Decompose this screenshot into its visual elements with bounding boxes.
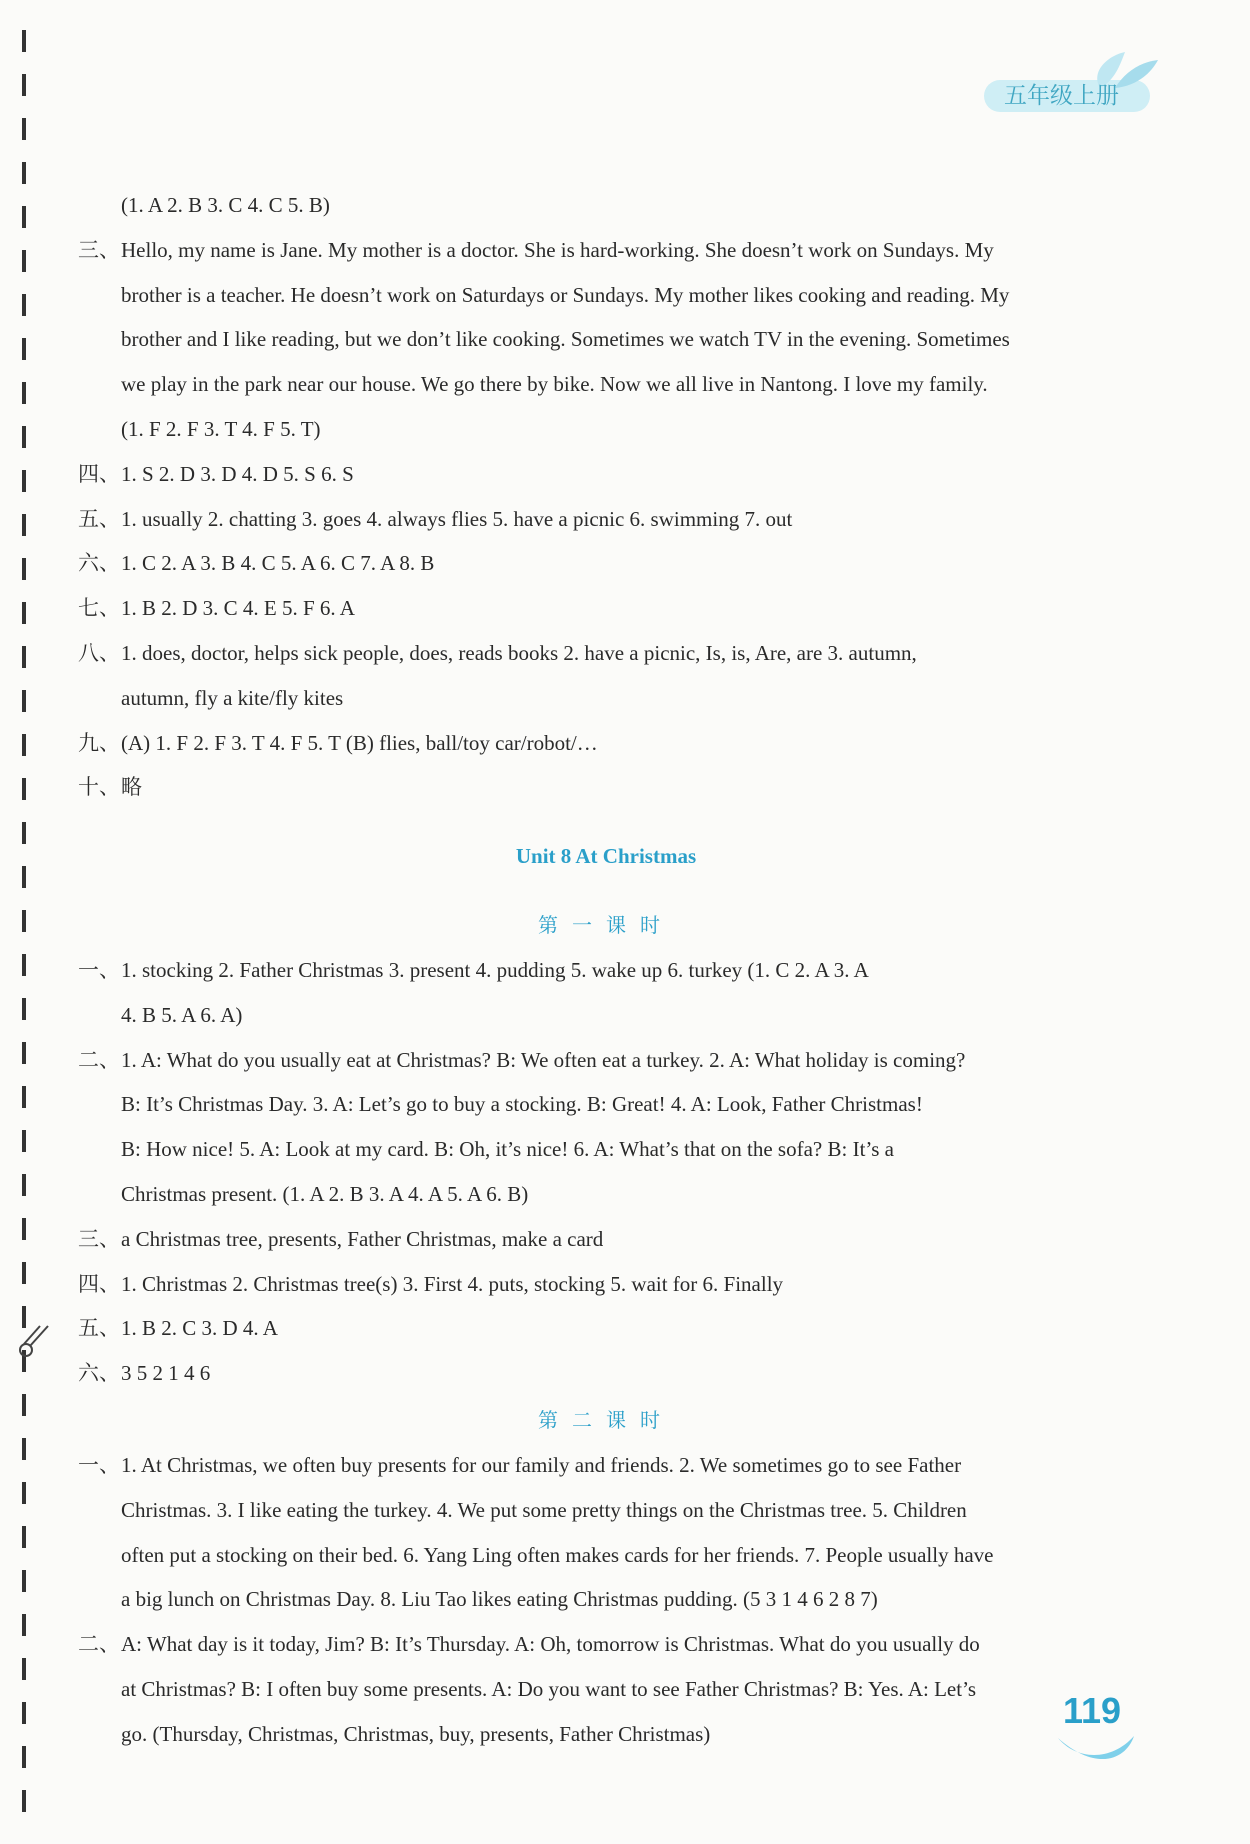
answer-line <box>78 1450 1140 1480</box>
answer-text: A: What day is it today, Jim? B: It’s Thursday. A: Oh, tomorrow is Christmas. What do you usually do <box>121 1632 980 1657</box>
lesson1-title: 第一课时 <box>538 913 674 937</box>
answer-line <box>121 324 1183 354</box>
unit-title: Unit 8 At Christmas <box>515 844 697 868</box>
answer-text: 1. B 2. D 3. C 4. E 5. F 6. A <box>121 596 355 621</box>
answer-line <box>121 369 1183 399</box>
answer-line <box>121 683 1183 713</box>
section-label: 三、 <box>78 1226 120 1251</box>
answer-line <box>78 1269 1140 1299</box>
answer-line <box>78 459 1140 489</box>
answer-text: B: How nice! 5. A: Look at my card. B: Oh, it’s nice! 6. A: What’s that on the sofa? B: It’s a <box>121 1137 894 1162</box>
answer-text: a Christmas tree, presents, Father Christmas, make a card <box>121 1226 604 1251</box>
section-label: 五、 <box>78 506 120 531</box>
answer-text: 1. does, doctor, helps sick people, does, reads books 2. have a picnic, Is, is, Are, are 3. autumn, <box>121 641 917 665</box>
answer-text: (1. F 2. F 3. T 4. F 5. T) <box>121 417 321 441</box>
grade-label: 五年级上册 <box>1004 83 1119 109</box>
section-label: 三、 <box>78 237 120 262</box>
answer-line <box>121 1584 1183 1614</box>
answer-text: Christmas. 3. I like eating the turkey. 4. We put some pretty things on the Christmas tree. 5. Children <box>121 1497 967 1522</box>
section-label: 九、 <box>78 730 120 755</box>
section-label: 五、 <box>78 1316 120 1341</box>
answer-line <box>121 1495 1183 1525</box>
section-label: 二、 <box>78 1047 120 1072</box>
answer-text: 1. stocking 2. Father Christmas 3. present 4. pudding 5. wake up 6. turkey (1. C 2. A 3. A <box>121 958 869 982</box>
page-number: 119 <box>1063 1690 1122 1731</box>
answer-line <box>121 1719 1183 1749</box>
answer-text: 1. S 2. D 3. D 4. D 5. S 6. S <box>121 461 354 486</box>
section-label: 八、 <box>78 641 120 665</box>
answer-text: 1. Christmas 2. Christmas tree(s) 3. First 4. puts, stocking 5. wait for 6. Finally <box>121 1271 784 1296</box>
answer-text: 1. C 2. A 3. B 4. C 5. A 6. C 7. A 8. B <box>121 551 435 576</box>
answer-text: we play in the park near our house. We go there by bike. Now we all live in Nantong. I love my family. <box>121 372 988 397</box>
answer-text: at Christmas? B: I often buy some presents. A: Do you want to see Father Christmas? B: Yes. A: Let’s <box>121 1677 977 1701</box>
answer-text: often put a stocking on their bed. 6. Yang Ling often makes cards for her friends. 7. People usually have <box>121 1542 994 1567</box>
section-label: 一、 <box>78 1453 120 1477</box>
answer-line <box>78 1358 1140 1388</box>
answer-line <box>78 504 1140 534</box>
answer-text: 3 5 2 1 4 6 <box>121 1361 211 1386</box>
answer-text: brother and I like reading, but we don’t like cooking. Sometimes we watch TV in the evening. Sometimes <box>121 327 1010 352</box>
answer-text: 4. B 5. A 6. A) <box>121 1002 243 1027</box>
section-label: 二、 <box>78 1632 120 1657</box>
page-wave-icon <box>1056 1730 1136 1770</box>
answer-line <box>78 1313 1140 1343</box>
answer-line <box>78 955 1140 985</box>
answer-line <box>121 1000 1183 1030</box>
section-label: 四、 <box>78 461 120 486</box>
answer-line <box>121 414 1183 444</box>
answer-line <box>78 638 1140 668</box>
section-label: 四、 <box>78 1271 120 1296</box>
section-label: 一、 <box>78 958 120 982</box>
scissors-icon <box>14 1320 54 1360</box>
answer-line <box>78 593 1140 623</box>
answer-text: B: It’s Christmas Day. 3. A: Let’s go to buy a stocking. B: Great! 4. A: Look, Father Christmas! <box>121 1092 923 1117</box>
section-label: 十、 <box>78 775 120 800</box>
answer-text: 1. usually 2. chatting 3. goes 4. always flies 5. have a picnic 6. swimming 7. out <box>121 506 793 531</box>
answer-line <box>121 190 1183 220</box>
section-label: 六、 <box>78 1361 120 1386</box>
answer-line <box>78 548 1140 578</box>
answer-line <box>78 728 1140 758</box>
answer-line <box>121 1540 1183 1570</box>
answer-line <box>121 280 1183 310</box>
answer-line <box>121 1134 1183 1164</box>
lesson2-title: 第二课时 <box>538 1408 674 1432</box>
answer-line <box>121 1674 1183 1704</box>
answer-line <box>121 1179 1183 1209</box>
answer-line <box>78 1045 1140 1075</box>
answer-text: 1. B 2. C 3. D 4. A <box>121 1316 278 1341</box>
answer-text: autumn, fly a kite/fly kites <box>121 685 344 710</box>
grade-badge <box>970 50 1160 120</box>
answer-line <box>121 1089 1183 1119</box>
answer-text: Christmas present. (1. A 2. B 3. A 4. A 5. A 6. B) <box>121 1182 529 1206</box>
answer-line <box>78 772 1140 802</box>
answer-line <box>78 1224 1140 1254</box>
answer-text: go. (Thursday, Christmas, Christmas, buy, presents, Father Christmas) <box>121 1721 711 1746</box>
section-label: 六、 <box>78 551 120 576</box>
answer-text: (1. A 2. B 3. C 4. C 5. B) <box>121 193 330 217</box>
answer-text: 1. A: What do you usually eat at Christmas? B: We often eat a turkey. 2. A: What holiday is coming? <box>121 1047 966 1072</box>
section-label: 七、 <box>78 596 120 621</box>
answer-line <box>78 235 1140 265</box>
answer-text: (A) 1. F 2. F 3. T 4. F 5. T (B) flies, ball/toy car/robot/… <box>121 730 598 755</box>
answer-text: a big lunch on Christmas Day. 8. Liu Tao likes eating Christmas pudding. (5 3 1 4 6 2 8 7) <box>121 1587 878 1612</box>
answer-line <box>78 1629 1140 1659</box>
answer-text: brother is a teacher. He doesn’t work on Saturdays or Sundays. My mother likes cooking and reading. My <box>121 282 1010 307</box>
answer-text: Hello, my name is Jane. My mother is a doctor. She is hard-working. She doesn’t work on Sundays. My <box>121 237 994 262</box>
answer-text: 略 <box>121 775 142 800</box>
answer-text: 1. At Christmas, we often buy presents for our family and friends. 2. We sometimes go to see Father <box>121 1453 962 1477</box>
